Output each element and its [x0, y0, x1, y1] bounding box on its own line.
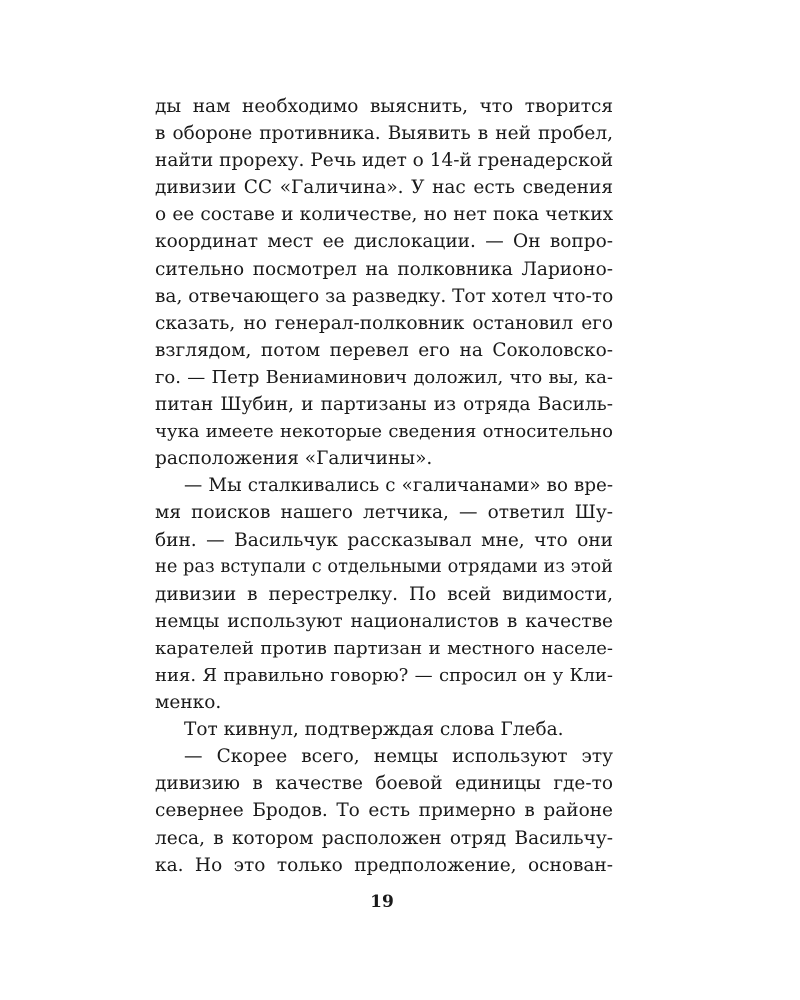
text-line: сказать, но генерал-полковник остановил его — [155, 312, 613, 334]
text-line: ды нам необходимо выяснить, что творится — [155, 96, 613, 117]
text-line: го. — Петр Вениаминович доложил, что вы, ка- — [155, 366, 613, 388]
text-line: в обороне противника. Выявить в ней пробел, — [155, 123, 613, 145]
text-line: координат мест ее дислокации. — Он вопро- — [155, 231, 613, 253]
text-line: менко. — [155, 692, 222, 714]
text-line: ния. Я правильно говорю? — спросил он у Кли- — [155, 664, 613, 686]
text-line: найти прореху. Речь идет о 14-й гренадерской — [155, 150, 614, 172]
text-line: питан Шубин, и партизаны из отряда Василь- — [155, 394, 613, 416]
text-line: дивизии в перестрелку. По всей видимости, — [155, 583, 613, 605]
text-line: мя поисков нашего летчика, — ответил Шу- — [155, 502, 613, 524]
text-line: — Скорее всего, немцы используют эту — [184, 746, 613, 768]
text-line: севернее Бродов. То есть примерно в районе — [155, 800, 613, 822]
text-line: сительно посмотрел на полковника Ларионо- — [155, 258, 613, 280]
text-line: — Мы сталкивались с «галичанами» во вре- — [184, 475, 613, 497]
text-line: взглядом, потом перевел его на Соколовско- — [155, 339, 613, 361]
text-line: немцы используют националистов в качестве — [155, 610, 613, 632]
text-line: Тот кивнул, подтверждая слова Глеба. — [184, 719, 564, 741]
text-line: не раз вступали с отдельными отрядами из этой — [155, 556, 613, 577]
text-line: бин. — Васильчук рассказывал мне, что они — [155, 529, 613, 551]
body-text — [155, 93, 613, 879]
text-line: чука имеете некоторые сведения относительно — [155, 421, 613, 443]
text-line: ва, отвечающего за разведку. Тот хотел что-то — [155, 285, 614, 307]
text-line: ка. Но это только предположение, основан- — [155, 854, 613, 876]
page-number: 19 — [370, 892, 394, 912]
text-line: о ее составе и количестве, но нет пока четких — [155, 204, 613, 226]
text-line: дивизии СС «Галичина». У нас есть сведения — [155, 177, 613, 199]
text-line: дивизию в качестве боевой единицы где-то — [155, 773, 613, 795]
text-line: расположения «Галичины». — [155, 448, 433, 470]
text-line: карателей против партизан и местного населе- — [155, 637, 613, 659]
text-line: леса, в котором расположен отряд Васильчу- — [155, 827, 613, 849]
